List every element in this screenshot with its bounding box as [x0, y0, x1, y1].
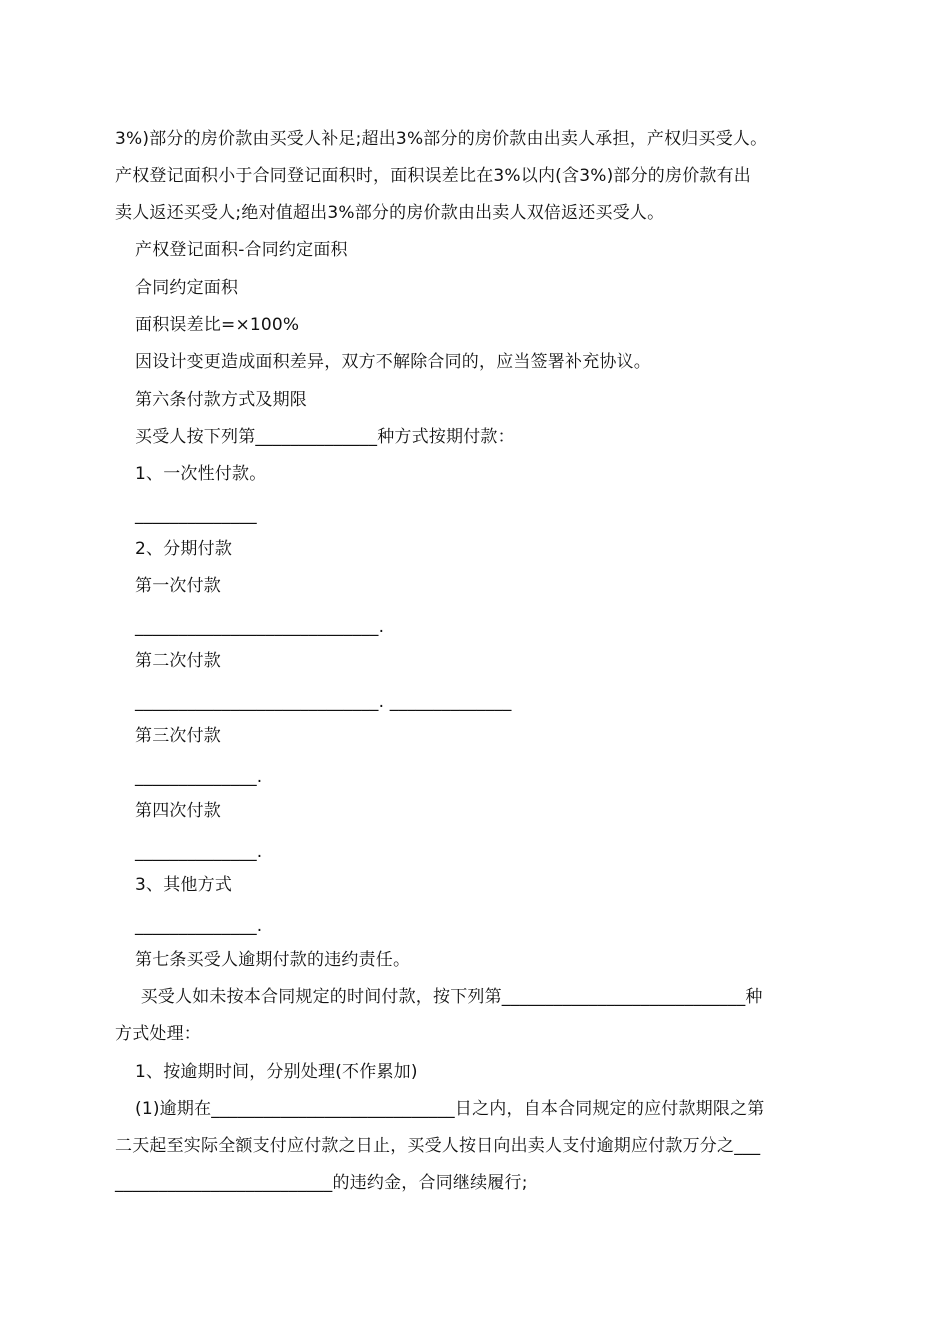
text-line: 3%)部分的房价款由买受人补足;超出3%部分的房价款由出卖人承担，产权归买受人。 [115, 129, 768, 149]
text-line: 产权登记面积小于合同登记面积时，面积误差比在3%以内(含3%)部分的房价款有出 [115, 166, 752, 186]
text-line: 第四次付款 [135, 801, 221, 821]
section-heading: 第六条付款方式及期限 [135, 390, 307, 410]
text-line: 二天起至实际全额支付应付款之日止，买受人按日向出卖人支付逾期应付款万分之___ [115, 1136, 761, 1156]
blank-line: ____________________________. ______________ [135, 692, 512, 712]
text-line: 3、其他方式 [135, 875, 233, 895]
text-line: (1)逾期在____________________________日之内，自本合同规定的应付款期限之第 [135, 1099, 765, 1119]
text-line: 面积误差比=×100% [135, 315, 300, 335]
blank-line: ______________. [135, 916, 263, 936]
text-line: 买受人如未按本合同规定的时间付款，按下列第____________________________种 [135, 987, 763, 1007]
text-line: 卖人返还买受人;绝对值超出3%部分的房价款由出卖人双倍返还买受人。 [115, 203, 665, 223]
blank-line: ______________. [135, 767, 263, 787]
text-line: 合同约定面积 [135, 278, 239, 298]
text-line: 第三次付款 [135, 726, 221, 746]
text-line: 产权登记面积-合同约定面积 [135, 240, 348, 260]
blank-line: ____________________________. [135, 617, 385, 637]
text-line: 方式处理： [115, 1024, 201, 1044]
text-line: 因设计变更造成面积差异，双方不解除合同的，应当签署补充协议。 [135, 352, 651, 372]
text-line: 2、分期付款 [135, 539, 233, 559]
text-line: 第二次付款 [135, 651, 221, 671]
blank-line: ______________. [135, 842, 263, 862]
text-line: 第一次付款 [135, 576, 221, 596]
text-line: _________________________的违约金，合同继续履行; [115, 1173, 528, 1193]
text-line: 买受人按下列第______________种方式按期付款： [135, 427, 515, 447]
text-line: 1、按逾期时间，分别处理(不作累加) [135, 1062, 418, 1082]
blank-line: ______________ [135, 505, 257, 525]
text-line: 1、一次性付款。 [135, 464, 267, 484]
section-heading: 第七条买受人逾期付款的违约责任。 [135, 950, 411, 970]
